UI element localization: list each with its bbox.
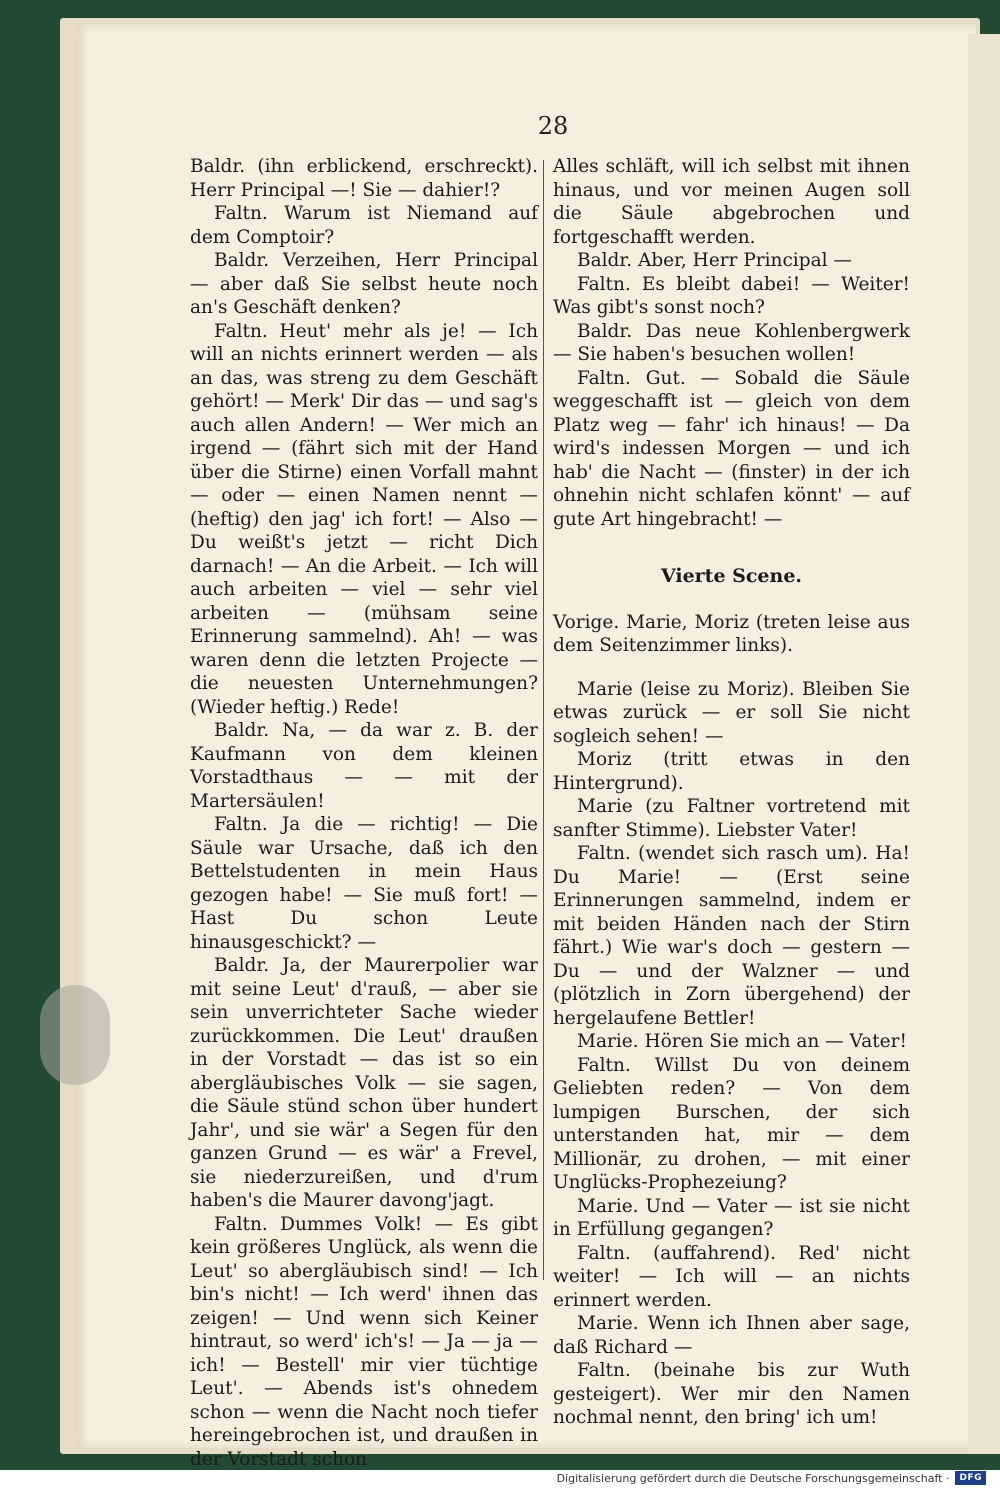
paragraph: Baldr. Ja, der Maurerpolier war mit seine Leut' d'rauß, — aber sie sein unverrichteter Sache wieder zurückkommen. Die Leut' draußen in der Vorstadt — das ist so ein abergläubisches Volk — sie sagen, die Säule stünd schon über hundert Jahr', und sie wär' a Segen für den ganzen Grund — es wär' a Frevel, sie niederzureißen, und d'rum haben's die Maurer davong'jagt. — [190, 955, 538, 1211]
paragraph: Baldr. Verzeihen, Herr Principal — aber daß Sie selbst heute noch an's Geschäft denken? — [190, 250, 538, 318]
paragraph: Baldr. Aber, Herr Principal — — [577, 250, 852, 271]
paragraph: Moriz (tritt etwas in den Hintergrund). — [553, 749, 910, 794]
paragraph: Baldr. Das neue Kohlenbergwerk — Sie haben's besuchen wollen! — [553, 320, 910, 365]
column-divider — [543, 160, 544, 1280]
left-column — [190, 155, 538, 1471]
paragraph: Alles schläft, will ich selbst mit ihnen hinaus, und vor meinen Augen soll die Säule abgebrochen und fortgeschafft werden. — [553, 156, 910, 248]
paragraph: Marie. Und — Vater — ist sie nicht in Erfüllung gegangen? — [553, 1195, 910, 1240]
paragraph: Baldr. (ihn erblickend, erschreckt). Herr Principal —! Sie — dahier!? — [190, 156, 538, 201]
paragraph: Faltn. Es bleibt dabei! — Weiter! Was gibt's sonst noch? — [553, 273, 910, 318]
facing-page-edge — [968, 34, 1000, 1454]
footer-text: Digitalisierung gefördert durch die Deutsche Forschungsgemeinschaft · — [556, 1471, 950, 1485]
dfg-logo-icon: DFG — [955, 1471, 986, 1485]
paragraph: Marie. Wenn ich Ihnen aber sage, daß Richard — — [553, 1313, 910, 1358]
paragraph: Faltn. (beinahe bis zur Wuth gesteigert). Wer mir den Namen nochmal nennt, den bring' ich um! — [553, 1360, 910, 1428]
paragraph: Faltn. Ja die — richtig! — Die Säule war Ursache, daß ich den Bettelstudenten in mein Haus gezogen habe! — Sie muß fort! — Hast Du schon Leute hinausgeschickt? — — [190, 814, 538, 953]
page-number: 28 — [537, 112, 569, 140]
paragraph: Faltn. Heut' mehr als je! — Ich will an nichts erinnert werden — als an das, was streng zu dem Geschäft gehört! — Merk' Dir das — und sag's auch allen Andern! — Wer mich an irgend — (fährt sich mit der Hand über die Stirne) einen Vorfall mahnt — oder — einen Namen nennt — (heftig) den jag' ich fort! — Also — Du weißt's jetzt — richt Dich darnach! — An die Arbeit. — Ich will auch arbeiten — viel — sehr viel arbeiten — (mühsam seine Erinnerung sammelnd). Ah! — was waren denn die letzten Projecte — die neuesten Unternehmungen? (Wieder heftig.) Rede! — [190, 320, 538, 718]
paragraph: Faltn. (wendet sich rasch um). Ha! Du Marie! — (Erst seine Erinnerungen sammelnd, indem er mit beiden Händen nach der Stirn fährt.) Wie war's doch — gestern — Du — und der Walzner — und (plötzlich in Zorn übergehend) der hergelaufene Bettler! — [553, 843, 910, 1029]
paragraph: Baldr. Na, — da war z. B. der Kaufmann von dem kleinen Vorstadthaus — — mit der Martersäulen! — [190, 720, 538, 812]
stage-direction: Vorige. Marie, Moriz (treten leise aus dem Seitenzimmer links). — [553, 611, 910, 656]
digitization-footer — [557, 1471, 986, 1485]
paragraph: Faltn. Warum ist Niemand auf dem Comptoir? — [190, 203, 538, 248]
paragraph: Faltn. (auffahrend). Red' nicht weiter! — Ich will — an nichts erinnert werden. — [553, 1242, 910, 1311]
thumb-shadow — [40, 985, 110, 1085]
paragraph: Faltn. Gut. — Sobald die Säule weggeschafft ist — gleich von dem Platz weg — fahr' ich hinaus! — Da wird's indessen Morgen — und ich hab' die Nacht — (finster) in der ich ohnehin nicht schlafen könnt' — auf gute Art hingebracht! — — [553, 367, 910, 530]
spacer — [553, 658, 910, 678]
right-column — [553, 155, 910, 1430]
paragraph: Faltn. Dummes Volk! — Es gibt kein größeres Unglück, als wenn die Leut' so abergläubisch sind! — Ich bin's nicht! — Ich werd' ihnen das zeigen! — Und wenn sich Keiner hintraut, so werd' ich's! — Ja — ja — ich! — Bestell' mir vier tüchtige Leut'. — Abends ist's ohnedem schon — wenn die Nacht noch tiefer hereingebrochen ist, und draußen in der Vorstadt schon — [190, 1213, 538, 1470]
scene-heading: Vierte Scene. — [660, 565, 803, 587]
paragraph: Marie (leise zu Moriz). Bleiben Sie etwas zurück — er soll Sie nicht sogleich sehen! — — [553, 678, 910, 747]
paragraph: Faltn. Willst Du von deinem Geliebten reden? — Von dem lumpigen Burschen, der sich unterstanden hat, mir — dem Millionär, zu drohen, — mit einer Unglücks-Prophezeiung? — [553, 1054, 910, 1193]
paragraph: Marie. Hören Sie mich an — Vater! — [577, 1031, 907, 1052]
paragraph: Marie (zu Faltner vortretend mit sanfter Stimme). Liebster Vater! — [553, 796, 910, 841]
